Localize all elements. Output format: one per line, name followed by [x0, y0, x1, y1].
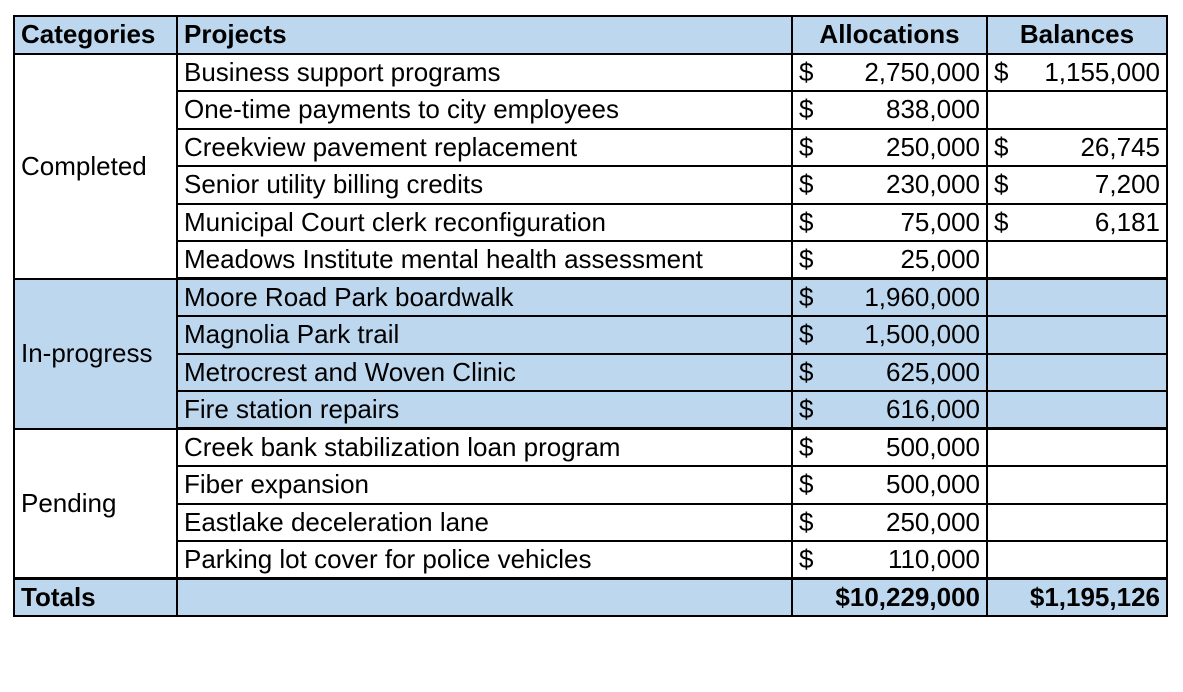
balance-cell	[987, 354, 1167, 392]
balance-value: 6,181	[1094, 206, 1160, 237]
totals-row	[14, 579, 1167, 617]
header-balances: Balances	[987, 16, 1167, 54]
category-in-progress: In-progress	[14, 279, 177, 429]
balance-cell	[987, 91, 1167, 129]
table-row	[14, 466, 1167, 504]
table-row	[14, 91, 1167, 129]
allocation-cell	[792, 391, 987, 429]
allocation-value: 250,000	[886, 506, 980, 537]
project-cell: Business support programs	[177, 54, 792, 92]
balance-cell	[987, 541, 1167, 579]
allocation-value: 500,000	[886, 432, 980, 462]
allocations-table	[13, 15, 1168, 617]
allocation-cell	[792, 241, 987, 279]
currency-symbol: $	[994, 169, 1009, 200]
currency-symbol: $	[799, 56, 814, 87]
totals-balance: $1,195,126	[987, 579, 1167, 617]
allocation-value: 1,500,000	[864, 319, 980, 350]
allocation-cell	[792, 279, 987, 317]
currency-symbol: $	[799, 94, 814, 125]
allocation-cell	[792, 129, 987, 167]
allocation-value: 625,000	[886, 356, 980, 387]
balance-cell	[987, 129, 1167, 167]
table-row	[14, 504, 1167, 542]
currency-symbol: $	[799, 131, 814, 162]
currency-symbol: $	[799, 319, 814, 350]
allocation-cell	[792, 504, 987, 542]
project-cell: Metrocrest and Woven Clinic	[177, 354, 792, 392]
allocation-cell	[792, 429, 987, 467]
project-cell: Municipal Court clerk reconfiguration	[177, 204, 792, 242]
balance-value: 7,200	[1094, 169, 1160, 200]
currency-symbol: $	[799, 282, 814, 312]
project-cell: Creekview pavement replacement	[177, 129, 792, 167]
totals-label: Totals	[14, 579, 177, 617]
balance-value: 1,155,000	[1044, 56, 1160, 87]
project-cell: One-time payments to city employees	[177, 91, 792, 129]
balance-cell	[987, 316, 1167, 354]
allocation-cell	[792, 54, 987, 92]
table-row	[14, 541, 1167, 579]
allocation-value: 838,000	[886, 94, 980, 125]
currency-symbol: $	[799, 244, 814, 274]
header-projects: Projects	[177, 16, 792, 54]
allocation-cell	[792, 354, 987, 392]
balance-cell	[987, 391, 1167, 429]
allocation-cell	[792, 166, 987, 204]
table-row	[14, 54, 1167, 92]
project-cell: Fiber expansion	[177, 466, 792, 504]
table-row	[14, 241, 1167, 279]
currency-symbol: $	[799, 206, 814, 237]
allocation-cell	[792, 204, 987, 242]
header-categories: Categories	[14, 16, 177, 54]
table-row	[14, 129, 1167, 167]
table-row	[14, 204, 1167, 242]
project-cell: Moore Road Park boardwalk	[177, 279, 792, 317]
category-pending: Pending	[14, 429, 177, 579]
currency-symbol: $	[799, 432, 814, 462]
currency-symbol: $	[799, 394, 814, 424]
allocation-value: 616,000	[886, 394, 980, 424]
currency-symbol: $	[994, 206, 1009, 237]
project-cell: Eastlake deceleration lane	[177, 504, 792, 542]
table-row	[14, 391, 1167, 429]
allocation-value: 250,000	[886, 131, 980, 162]
balance-cell	[987, 504, 1167, 542]
allocation-value: 2,750,000	[864, 56, 980, 87]
table-row	[14, 316, 1167, 354]
balance-value: 26,745	[1080, 131, 1160, 162]
project-cell: Senior utility billing credits	[177, 166, 792, 204]
project-cell: Parking lot cover for police vehicles	[177, 541, 792, 579]
allocation-value: 110,000	[887, 544, 980, 574]
totals-allocation: $10,229,000	[792, 579, 987, 617]
balance-cell	[987, 429, 1167, 467]
header-allocations: Allocations	[792, 16, 987, 54]
balance-cell	[987, 54, 1167, 92]
currency-symbol: $	[799, 356, 814, 387]
table-row	[14, 354, 1167, 392]
allocation-value: 1,960,000	[864, 282, 980, 312]
allocation-cell	[792, 541, 987, 579]
project-cell: Fire station repairs	[177, 391, 792, 429]
allocations-table-container	[13, 15, 1168, 617]
table-row	[14, 279, 1167, 317]
balance-cell	[987, 204, 1167, 242]
balance-cell	[987, 466, 1167, 504]
currency-symbol: $	[799, 469, 814, 500]
project-cell: Magnolia Park trail	[177, 316, 792, 354]
allocation-cell	[792, 466, 987, 504]
currency-symbol: $	[994, 131, 1009, 162]
balance-cell	[987, 166, 1167, 204]
allocation-value: 75,000	[900, 206, 980, 237]
allocation-value: 230,000	[886, 169, 980, 200]
currency-symbol: $	[994, 56, 1009, 87]
allocation-cell	[792, 316, 987, 354]
allocation-value: 25,000	[900, 244, 980, 274]
project-cell: Creek bank stabilization loan program	[177, 429, 792, 467]
allocation-cell	[792, 91, 987, 129]
balance-cell	[987, 241, 1167, 279]
currency-symbol: $	[799, 506, 814, 537]
currency-symbol: $	[799, 169, 814, 200]
table-row	[14, 429, 1167, 467]
header-row	[14, 16, 1167, 54]
project-cell: Meadows Institute mental health assessment	[177, 241, 792, 279]
totals-empty-cell	[177, 579, 792, 617]
balance-cell	[987, 279, 1167, 317]
currency-symbol: $	[799, 544, 814, 574]
allocation-value: 500,000	[886, 469, 980, 500]
table-row	[14, 166, 1167, 204]
category-completed: Completed	[14, 54, 177, 279]
